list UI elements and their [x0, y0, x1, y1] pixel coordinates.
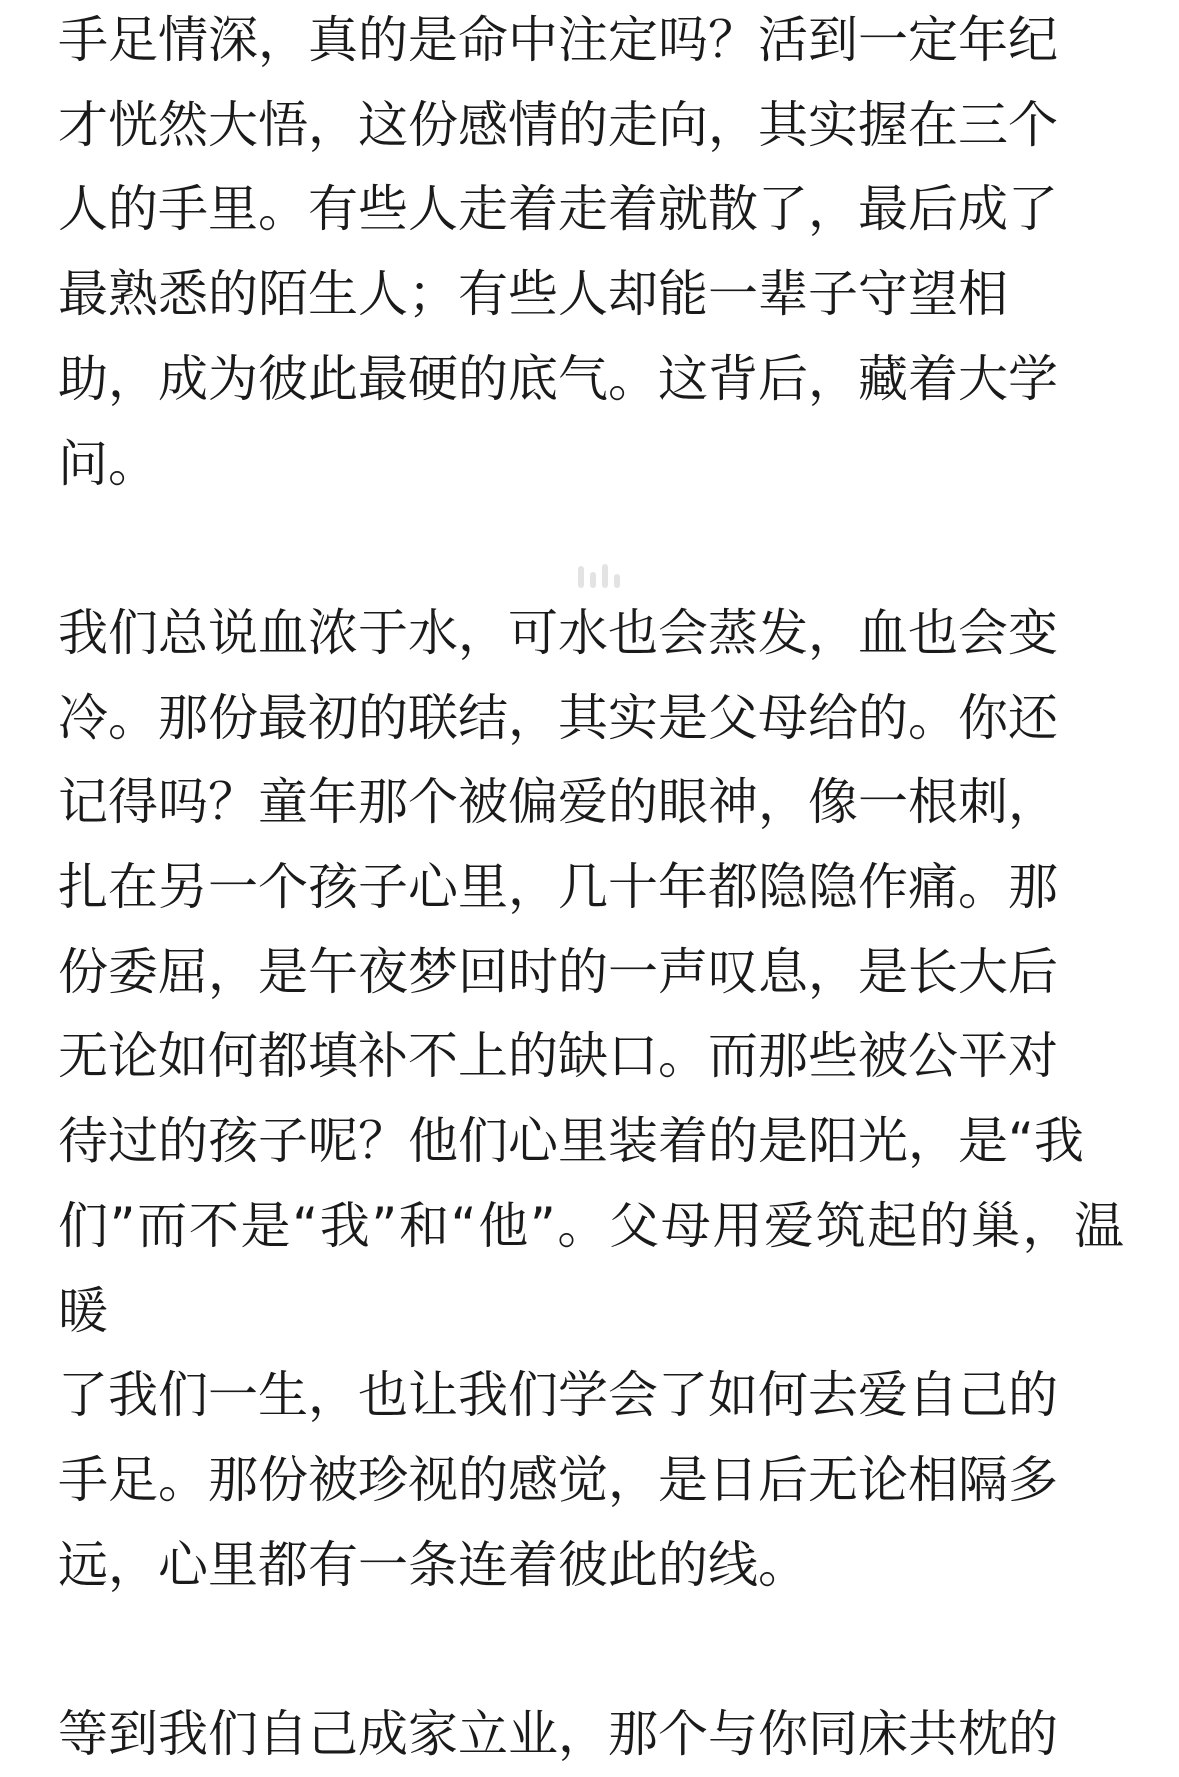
bars-logo-icon [578, 566, 626, 592]
paragraph-3: 等到我们自己成家立业，那个与你同床共枕的 [58, 1705, 1058, 1764]
paragraph-2: 我们总说血浓于水，可水也会蒸发，血也会变 冷。那份最初的联结，其实是父母给的。你还 记得吗？童年那个被偏爱的眼神，像一根刺， 扎在另一个孩子心里，几十年都隐隐作痛。那 份委屈，是午夜梦回时的一声叹息，是长大后 无论如何都填补不上的缺口。而那些被公平对 待过的孩子呢？他们心里装着的是阳光，是“我 们”而不是“我”和“他”。父母用爱筑起的巢，温暖 了我们一生，也让我们学会了如何去爱自己的 手足。那份被珍视的感觉，是日后无论相隔多 远，心里都有一条连着彼此的线。 [58, 603, 1124, 1594]
article-body [58, 0, 1124, 1777]
paragraph-1: 手足情深，真的是命中注定吗？活到一定年纪 才恍然大悟，这份感情的走向，其实握在三个 人的手里。有些人走着走着就散了，最后成了 最熟悉的陌生人；有些人却能一辈子守望相 助，成为彼此最硬的底气。这背后，藏着大学 问。 [58, 11, 1058, 493]
